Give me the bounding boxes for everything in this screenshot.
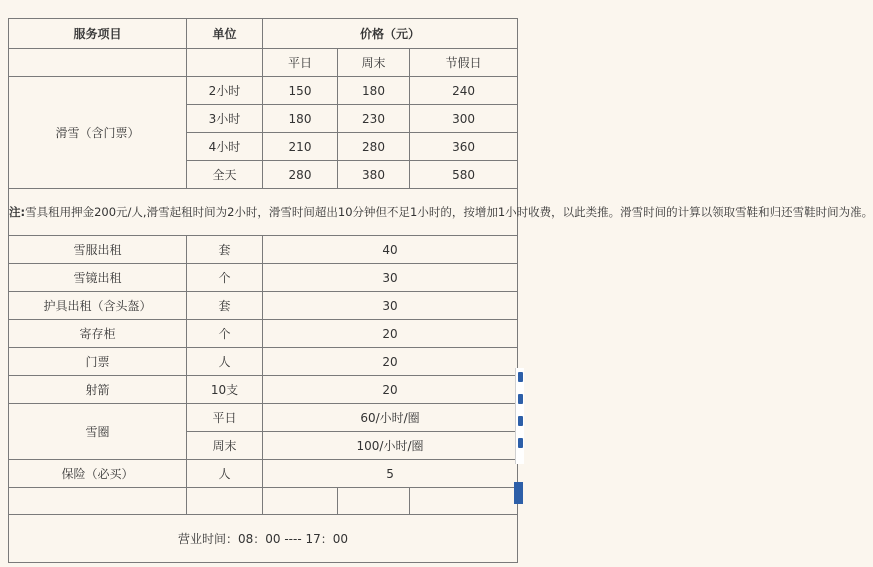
- snow-ring-price: 100/小时/圈: [263, 432, 518, 460]
- share-icon[interactable]: [518, 372, 523, 382]
- item-unit: 个: [187, 264, 263, 292]
- snow-ring-name: 雪圈: [9, 404, 187, 460]
- item-name: 门票: [9, 348, 187, 376]
- snow-ring-unit: 平日: [187, 404, 263, 432]
- header-row: [9, 19, 518, 49]
- ski-weekend-price: 280: [338, 133, 410, 161]
- col-holiday: 节假日: [410, 49, 518, 77]
- snow-ring-unit: 周末: [187, 432, 263, 460]
- ski-duration: 2小时: [187, 77, 263, 105]
- ski-weekday-price: 150: [263, 77, 338, 105]
- item-unit: 10支: [187, 376, 263, 404]
- item-price: 30: [263, 264, 518, 292]
- empty-cell: [263, 488, 338, 515]
- empty-row: [9, 488, 518, 515]
- item-price: 20: [263, 348, 518, 376]
- subheader-row: [9, 49, 518, 77]
- item-row: [9, 376, 518, 404]
- snow-ring-row: [9, 404, 518, 432]
- item-name: 护具出租（含头盔）: [9, 292, 187, 320]
- ski-duration: 全天: [187, 161, 263, 189]
- item-row: [9, 320, 518, 348]
- side-feedback-button[interactable]: [514, 482, 523, 504]
- empty-cell: [9, 488, 187, 515]
- ski-weekday-price: 280: [263, 161, 338, 189]
- item-price: 40: [263, 236, 518, 264]
- header-unit: 单位: [187, 19, 263, 49]
- ski-weekend-price: 230: [338, 105, 410, 133]
- item-unit: 个: [187, 320, 263, 348]
- share-icon[interactable]: [518, 416, 523, 426]
- header-service: 服务项目: [9, 19, 187, 49]
- item-name: 雪服出租: [9, 236, 187, 264]
- insurance-row: [9, 460, 518, 488]
- empty-cell: [187, 49, 263, 77]
- insurance-name: 保险（必买）: [9, 460, 187, 488]
- note-text: 雪具租用押金200元/人,滑雪起租时间为2小时，滑雪时间超出10分钟但不足1小时的，按增加1小时收费，以此类推。滑雪时间的计算以领取雪鞋和归还雪鞋时间为准。: [25, 204, 873, 219]
- ski-duration: 4小时: [187, 133, 263, 161]
- empty-cell: [9, 49, 187, 77]
- ski-holiday-price: 300: [410, 105, 518, 133]
- side-share-widget[interactable]: [515, 368, 524, 464]
- header-price: 价格（元）: [263, 19, 518, 49]
- price-table: [8, 18, 873, 563]
- item-name: 寄存柜: [9, 320, 187, 348]
- item-row: [9, 264, 518, 292]
- footer-row: [9, 515, 518, 563]
- ski-duration: 3小时: [187, 105, 263, 133]
- business-hours: 营业时间：08：00 ---- 17：00: [9, 515, 518, 563]
- empty-cell: [187, 488, 263, 515]
- item-unit: 人: [187, 348, 263, 376]
- ski-holiday-price: 240: [410, 77, 518, 105]
- share-icon[interactable]: [518, 394, 523, 404]
- price-table-container: [8, 18, 873, 563]
- ski-weekend-price: 380: [338, 161, 410, 189]
- item-row: [9, 292, 518, 320]
- ski-weekday-price: 180: [263, 105, 338, 133]
- item-row: [9, 348, 518, 376]
- ski-weekday-price: 210: [263, 133, 338, 161]
- insurance-unit: 人: [187, 460, 263, 488]
- ski-holiday-price: 580: [410, 161, 518, 189]
- item-price: 20: [263, 376, 518, 404]
- item-name: 雪镜出租: [9, 264, 187, 292]
- ski-holiday-price: 360: [410, 133, 518, 161]
- ski-row: [9, 77, 518, 105]
- empty-cell: [338, 488, 410, 515]
- item-price: 30: [263, 292, 518, 320]
- empty-cell: [410, 488, 518, 515]
- note-label: 注:: [9, 204, 26, 219]
- ski-service-name: 滑雪（含门票）: [9, 77, 187, 189]
- insurance-price: 5: [263, 460, 518, 488]
- item-unit: 套: [187, 292, 263, 320]
- col-weekday: 平日: [263, 49, 338, 77]
- item-row: [9, 236, 518, 264]
- col-weekend: 周末: [338, 49, 410, 77]
- note-cell: [9, 189, 873, 236]
- ski-weekend-price: 180: [338, 77, 410, 105]
- share-icon[interactable]: [518, 438, 523, 448]
- snow-ring-price: 60/小时/圈: [263, 404, 518, 432]
- note-row: [9, 189, 518, 236]
- item-price: 20: [263, 320, 518, 348]
- item-unit: 套: [187, 236, 263, 264]
- item-name: 射箭: [9, 376, 187, 404]
